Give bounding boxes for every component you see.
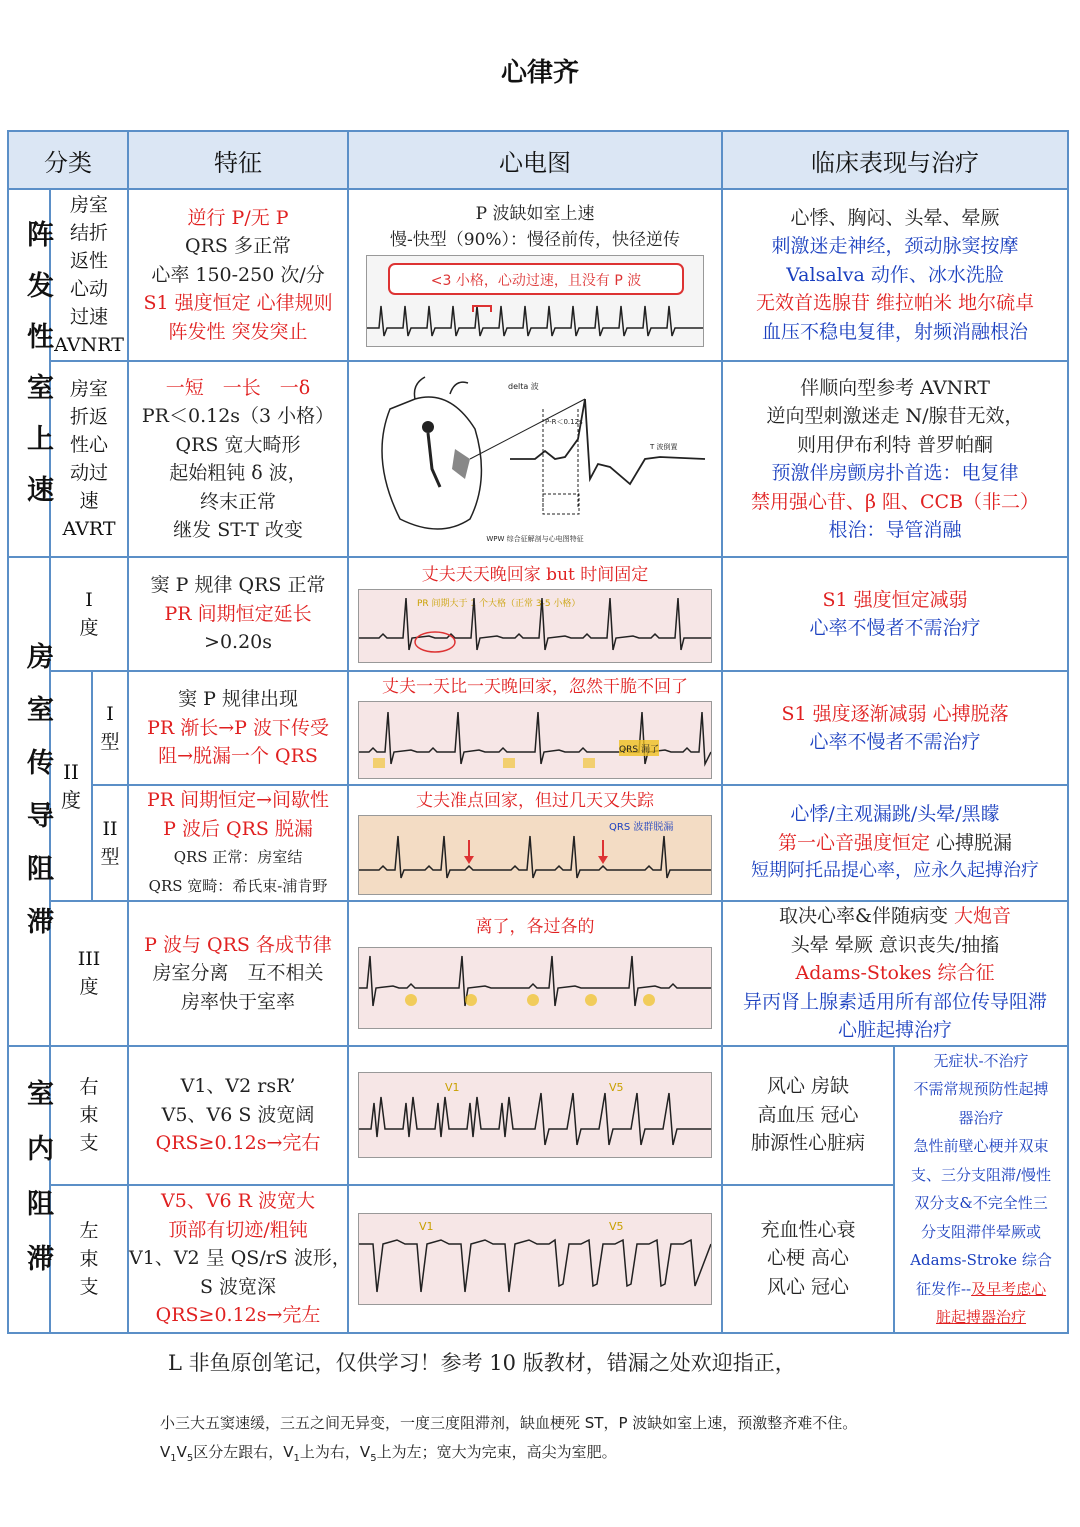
clinical-line: 血压不稳电复律，射频消融根治	[762, 320, 1029, 343]
feature-line: 顶部有切迹/粗钝	[168, 1218, 308, 1241]
ecg-label: V1	[419, 1219, 434, 1233]
table-row	[8, 671, 1068, 785]
footer-text: 5	[186, 1453, 194, 1464]
feature-line: QRS 正常：房室结	[173, 848, 303, 866]
footer-text: 1	[170, 1453, 177, 1464]
feature-line: V1、V2 呈 QS/rS 波形，	[129, 1247, 351, 1270]
ecg-label: V1	[445, 1081, 460, 1095]
features-lbbb	[128, 1185, 351, 1333]
section-svt	[8, 189, 53, 557]
features-deg2-type1	[128, 671, 348, 785]
category-deg2-type2	[92, 785, 128, 901]
clinical-line: 取决心率&伴随病变	[779, 905, 948, 927]
header-ecg: 心电图	[348, 131, 722, 189]
feature-line: 一短 一长 一δ	[165, 376, 311, 399]
table-header-row	[8, 131, 1068, 189]
category-text: 左	[79, 1219, 99, 1242]
clinical-deg2-type2	[722, 785, 1068, 901]
clinical-line: 风心 房缺	[767, 1075, 850, 1098]
category-text: 度	[79, 617, 99, 639]
clinical-line: 心率不慢者不需治疗	[809, 731, 981, 753]
ecg-label: V5	[609, 1081, 624, 1095]
clinical-line: 高血压 冠心	[757, 1103, 859, 1126]
clinical-line: 急性前壁心梗并双束	[913, 1137, 1049, 1155]
clinical-avnrt	[722, 189, 1068, 361]
category-text: 速	[79, 490, 99, 512]
category-text: 房室	[70, 194, 109, 216]
feature-line: V5、V6 S 波宽阔	[161, 1103, 315, 1126]
clinical-line: 异丙肾上腺素适用所有部位传导阻滞	[743, 990, 1048, 1013]
footer-text: 1	[293, 1453, 300, 1464]
clinical-line: 脏起搏器治疗	[936, 1308, 1027, 1326]
clinical-line: 器治疗	[958, 1108, 1004, 1127]
clinical-line: 第一心音强度恒定	[777, 831, 930, 854]
feature-line: 心率 150-250 次/分	[151, 263, 325, 286]
clinical-line: 心悸、胸闷、头晕、晕厥	[790, 206, 1000, 229]
clinical-line: Adams-Stroke 综合	[910, 1251, 1052, 1269]
clinical-line: 心率不慢者不需治疗	[809, 617, 981, 639]
category-text: AVNRT	[54, 334, 124, 356]
clinical-line: 短期阿托品提心率，应永久起搏治疗	[751, 860, 1040, 882]
clinical-line: 无效首选腺苷 维拉帕米 地尔硫卓	[755, 292, 1035, 315]
category-text: 支	[79, 1132, 99, 1155]
features-deg3	[128, 901, 348, 1046]
clinical-line: 预激伴房颤房扑首选：电复律	[771, 462, 1019, 484]
ecg-avnrt	[348, 189, 722, 361]
features-avrt	[128, 361, 348, 557]
category-text: 型	[100, 731, 120, 753]
category-text: 返性	[70, 250, 109, 272]
features-rbbb	[128, 1046, 348, 1185]
clinical-line: 不需常规预防性起搏	[913, 1080, 1049, 1098]
feature-line: S 波宽深	[200, 1275, 277, 1298]
clinical-ivb-treatment	[894, 1046, 1068, 1333]
footer-text: 区分左跟右，V	[193, 1443, 294, 1461]
footer-mnemonic: 小三大五窦速缓，三五之间无异变，一度三度阻滞剂，缺血梗死 ST，P 波缺如室上速，预激整齐难不住。	[160, 1414, 858, 1432]
section-avb	[8, 557, 53, 1046]
feature-line: QRS 多正常	[185, 235, 291, 258]
feature-line: QRS 宽畸：希氏束-浦肯野	[148, 876, 328, 895]
clinical-line: 禁用强心苷、β 阻、CCB（非二）	[751, 490, 1040, 513]
ecg-label: T 波倒置	[650, 443, 678, 451]
clinical-line: 分支阻滞伴晕厥或	[921, 1222, 1042, 1241]
category-text: III	[77, 948, 101, 971]
clinical-line: Valsalva 动作、冰水洗脸	[786, 263, 1004, 286]
ecg-strip-deg1	[358, 589, 712, 663]
category-text: II	[102, 818, 118, 840]
clinical-line: 支、三分支阻滞/慢性	[911, 1165, 1052, 1184]
ecg-label: V5	[609, 1219, 624, 1233]
section-label: 阵发性室上速	[22, 220, 53, 526]
category-text: I	[85, 589, 93, 611]
clinical-line: S1 强度逐渐减弱 心搏脱落	[781, 702, 1009, 725]
ecg-strip-deg2-type2	[358, 815, 712, 895]
clinical-avrt	[722, 361, 1068, 557]
feature-line: P 波与 QRS 各成节律	[144, 933, 332, 956]
category-text: I	[106, 703, 114, 725]
clinical-line: 伴顺向型参考 AVNRT	[800, 376, 990, 399]
ecg-strip-lbbb	[358, 1213, 712, 1305]
clinical-deg1	[722, 557, 1068, 671]
header-features: 特征	[128, 131, 348, 189]
category-text: 度	[61, 788, 81, 812]
ecg-note: QRS 漏了	[619, 745, 659, 755]
feature-line: S1 强度恒定 心律规则	[143, 292, 333, 315]
footer-text: V	[176, 1443, 187, 1461]
wpw-diagram	[360, 369, 710, 549]
category-text: 右	[79, 1076, 99, 1099]
feature-line: 逆行 P/无 P	[187, 206, 289, 229]
page-title: 心律齐	[500, 58, 579, 88]
section-label: 房室传导阻滞	[22, 642, 53, 961]
ecg-strip-deg3	[358, 947, 712, 1029]
category-text: 型	[100, 846, 120, 868]
feature-line: 房率快于室率	[181, 990, 296, 1013]
feature-line: V5、V6 R 波宽大	[161, 1190, 316, 1213]
table-row	[8, 557, 1068, 671]
ecg-strip-rbbb	[358, 1072, 712, 1158]
ecg-rbbb	[348, 1046, 722, 1185]
clinical-line: 头晕 晕厥 意识丧失/抽搐	[790, 933, 1000, 956]
clinical-line: Adams-Stokes 综合征	[795, 962, 995, 984]
header-category: 分类	[8, 131, 128, 189]
category-text: 过速	[70, 306, 109, 328]
feature-line: >0.20s	[204, 631, 273, 654]
ecg-label: delta 波	[508, 382, 539, 391]
arrhythmia-table	[7, 130, 1069, 1334]
clinical-deg2-type1	[722, 671, 1068, 785]
feature-line: 阻→脱漏一个 QRS	[158, 745, 318, 768]
feature-line: 继发 ST-T 改变	[173, 519, 303, 541]
clinical-line: 则用伊布利特 普罗帕酮	[797, 433, 994, 456]
clinical-line: 刺激迷走神经，颈动脉窦按摩	[771, 235, 1019, 258]
section-label: 室内阻滞	[22, 1079, 53, 1299]
ecg-strip-deg2-type1	[358, 701, 712, 779]
category-text: 度	[79, 976, 99, 999]
features-avnrt	[128, 189, 348, 361]
category-text: 心动	[70, 278, 109, 300]
ecg-note: QRS 波群脱漏	[609, 822, 674, 833]
category-text: 结折	[70, 222, 109, 244]
feature-line: 窦 P 规律出现	[178, 688, 298, 711]
feature-line: 终末正常	[200, 490, 277, 513]
category-text: 支	[79, 1275, 99, 1298]
ecg-avrt	[348, 361, 722, 557]
footer-mnemonic-2	[160, 1441, 617, 1464]
clinical-line: 心梗 高心	[767, 1247, 850, 1270]
ecg-deg1	[348, 557, 722, 671]
clinical-line: 心搏脱漏	[936, 831, 1013, 854]
feature-line: 阵发性 突发突止	[168, 320, 308, 343]
clinical-line: 逆向型刺激迷走 N/腺苷无效，	[766, 405, 1024, 427]
table-row	[8, 785, 1068, 901]
ecg-note: PR 间期大于 1 个大格（正常 3-5 小格）	[417, 599, 581, 609]
clinical-rbbb	[722, 1046, 894, 1185]
footer-text: 上为右，V	[299, 1443, 371, 1461]
clinical-line: 充血性心衰	[760, 1218, 856, 1241]
table-row	[8, 361, 1068, 557]
feature-line: QRS 宽大畸形	[175, 433, 301, 456]
feature-line: QRS≥0.12s→完右	[155, 1132, 321, 1155]
category-deg2-type1	[92, 671, 128, 785]
clinical-line: 心脏起搏治疗	[838, 1019, 953, 1041]
clinical-line: 心悸/主观漏跳/头晕/黑矇	[790, 803, 1000, 826]
features-deg2-type2	[128, 785, 348, 901]
ecg-label: WPW 综合征解剖与心电图特征	[486, 535, 584, 543]
ecg-caption: 丈夫天天晚回家 but 时间固定	[421, 565, 649, 585]
feature-line: PR＜0.12s（3 小格）	[141, 405, 335, 427]
clinical-line: 大炮音	[954, 905, 1012, 927]
footer-note: L 非鱼原创笔记，仅供学习！参考 10 版教材，错漏之处欢迎指正，	[168, 1351, 796, 1375]
ecg-deg3	[348, 901, 722, 1046]
table-row	[8, 189, 1068, 361]
feature-line: PR 间期恒定→间歇性	[147, 789, 330, 811]
clinical-line: 双分支&不完全性三	[914, 1194, 1048, 1212]
category-text: 性心	[70, 434, 109, 456]
ecg-deg2-type1	[348, 671, 722, 785]
feature-line: P 波后 QRS 脱漏	[163, 817, 313, 840]
clinical-line: 无症状-不治疗	[933, 1051, 1029, 1070]
footer-text: 5	[370, 1453, 377, 1464]
category-text: AVRT	[62, 518, 116, 540]
table-row	[8, 901, 1068, 1046]
ecg-caption: 慢-快型（90%）：慢径前传，快径逆传	[390, 230, 681, 250]
clinical-line: S1 强度恒定减弱	[822, 588, 968, 611]
feature-line: V1、V2 rsR’	[180, 1075, 296, 1098]
feature-line: QRS≥0.12s→完左	[155, 1304, 321, 1327]
clinical-line: 及早考虑心	[971, 1279, 1047, 1298]
ecg-caption: P 波缺如室上速	[475, 204, 595, 224]
section-ivb	[8, 1046, 53, 1333]
ecg-deg2-type2	[348, 785, 722, 901]
clinical-deg3	[722, 901, 1068, 1046]
ecg-caption: 离了，各过各的	[475, 917, 595, 938]
table-row	[8, 1046, 1068, 1185]
category-text: II	[63, 760, 79, 784]
feature-line: PR 渐长→P 波下传受	[147, 716, 329, 739]
clinical-line: 根治：导管消融	[828, 519, 962, 541]
footer-text: 上为左；宽大为完束，高尖为室肥。	[376, 1443, 617, 1461]
ecg-caption: 丈夫一天比一天晚回家，忽然干脆不回了	[382, 677, 689, 697]
ecg-lbbb	[348, 1185, 722, 1333]
category-text: 束	[79, 1104, 99, 1127]
category-text: 束	[79, 1247, 99, 1270]
features-deg1	[128, 557, 348, 671]
feature-line: PR 间期恒定延长	[164, 602, 312, 625]
clinical-line: 肺源性心脏病	[751, 1132, 866, 1155]
clinical-line: 风心 冠心	[767, 1275, 850, 1298]
ecg-label: P-R＜0.12s	[545, 418, 583, 426]
footer-text: V	[160, 1443, 171, 1461]
feature-line: 房室分离 互不相关	[152, 962, 324, 984]
category-text: 动过	[70, 462, 109, 484]
feature-line: 起始粗钝 δ 波，	[169, 462, 307, 484]
ecg-note: <3 小格，心动过速，且没有 P 波	[430, 273, 642, 289]
category-text: 折返	[70, 406, 109, 428]
feature-line: 窦 P 规律 QRS 正常	[150, 574, 326, 597]
clinical-lbbb	[722, 1185, 894, 1333]
category-text: 房室	[70, 378, 109, 400]
ecg-strip-avnrt	[366, 255, 704, 347]
clinical-line: 征发作--	[915, 1279, 972, 1298]
header-clinical: 临床表现与治疗	[722, 131, 1068, 189]
ecg-caption: 丈夫准点回家，但过几天又失踪	[416, 791, 655, 811]
